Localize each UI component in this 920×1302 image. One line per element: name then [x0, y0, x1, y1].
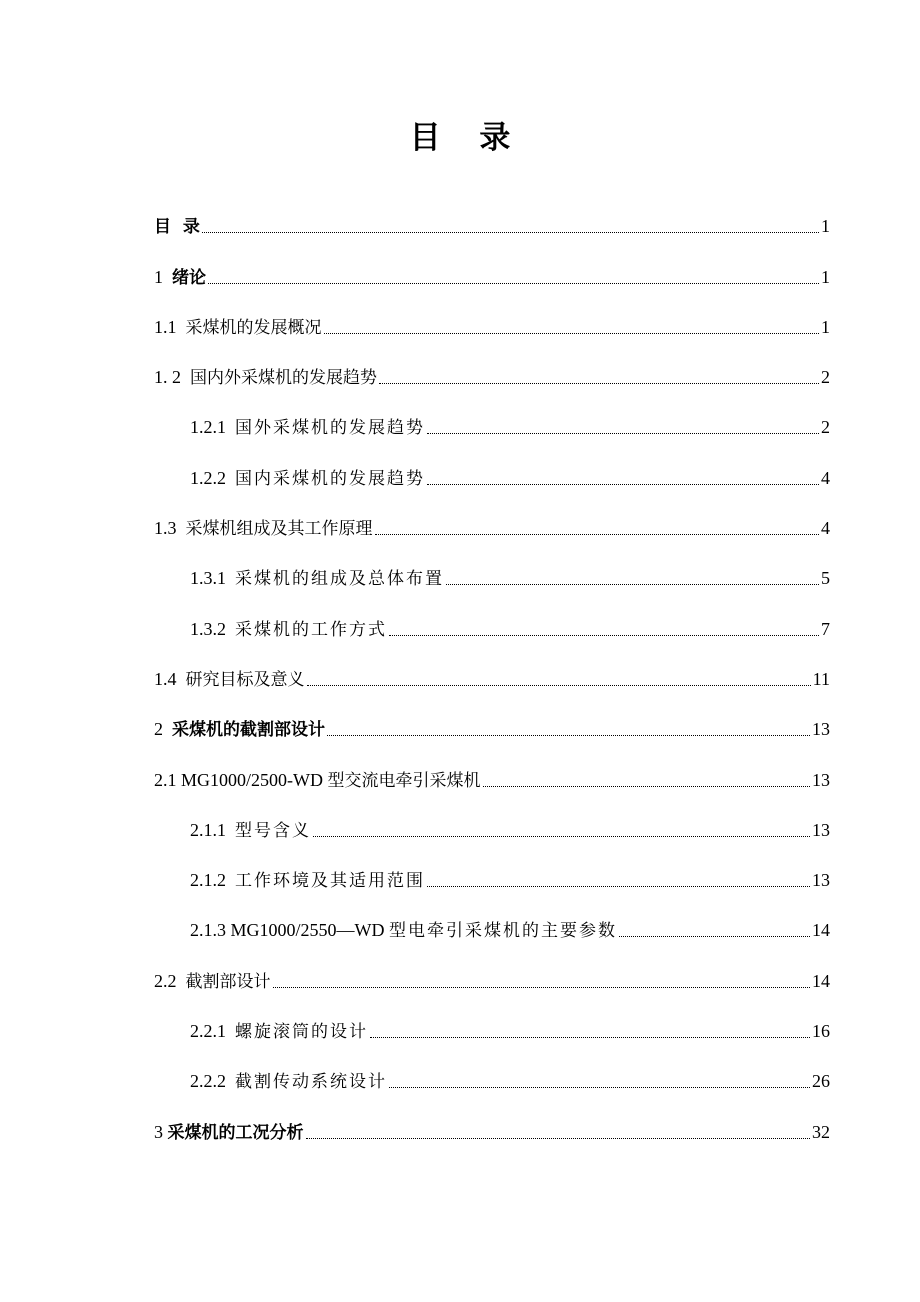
toc-dot-leader [324, 332, 820, 334]
toc-entry[interactable] [0, 607, 920, 657]
toc-entry-label: 型交流电牵引采煤机 [327, 770, 481, 791]
toc-dot-leader [427, 432, 819, 434]
toc-entry-label: 截割部设计 [185, 971, 271, 992]
toc-dot-leader [370, 1036, 810, 1038]
toc-entry-row [154, 715, 830, 758]
toc-entry-number: 1.1 [154, 316, 186, 337]
toc-entry[interactable] [0, 456, 920, 506]
toc-entry[interactable] [0, 406, 920, 456]
toc-entry-label: 采煤机的组成及总体布置 [235, 569, 444, 590]
toc-entry[interactable] [0, 557, 920, 607]
toc-entry-page-number: 16 [812, 1021, 830, 1042]
toc-dot-leader [389, 634, 819, 636]
toc-entry-page-number: 4 [821, 518, 830, 539]
toc-entry-row [154, 363, 830, 406]
toc-entry-number: 1. 2 [154, 367, 190, 388]
toc-entry-label: 国内采煤机的发展趋势 [235, 468, 425, 489]
toc-entry[interactable] [0, 809, 920, 859]
toc-dot-leader [483, 785, 811, 787]
toc-entry-number: 2.1.1 [190, 819, 235, 840]
toc-entry[interactable] [0, 708, 920, 758]
toc-entry-label: 国内外采煤机的发展趋势 [190, 368, 377, 389]
toc-entry-page-number: 13 [812, 870, 830, 891]
toc-entry-number: 3 [154, 1121, 168, 1142]
toc-entry[interactable] [0, 1010, 920, 1060]
toc-entry-label: 目 录 [154, 217, 200, 238]
toc-dot-leader [375, 533, 820, 535]
toc-entry-row [154, 514, 830, 557]
toc-entry-label: 研究目标及意义 [185, 669, 305, 690]
toc-entry-row [190, 464, 830, 507]
toc-entry-label: 采煤机的工作方式 [235, 619, 387, 640]
toc-entry-row [154, 263, 830, 306]
toc-entry-label: 型号含义 [235, 820, 311, 841]
toc-entry-number: 2.1.2 [190, 870, 235, 891]
toc-entry-page-number: 14 [812, 970, 830, 991]
toc-entry[interactable] [0, 306, 920, 356]
toc-entry-number: 2.1 MG1000/2500-WD [154, 769, 328, 790]
toc-dot-leader [273, 986, 811, 988]
toc-entry-number: 2.2.1 [190, 1021, 235, 1042]
toc-entry-number: 1.3.1 [190, 568, 235, 589]
toc-entry-page-number: 13 [812, 819, 830, 840]
toc-dot-leader [619, 935, 810, 937]
toc-entry-label: 国外采煤机的发展趋势 [235, 418, 425, 439]
toc-entry-row [154, 967, 830, 1010]
toc-entry-row [154, 313, 830, 356]
toc-entry-page-number: 1 [821, 266, 830, 287]
toc-entry-page-number: 2 [821, 367, 830, 388]
toc-dot-leader [307, 684, 811, 686]
toc-entry[interactable] [0, 356, 920, 406]
toc-entry-row [190, 1067, 830, 1110]
toc-entry[interactable] [0, 507, 920, 557]
toc-entry[interactable] [0, 658, 920, 708]
toc-entry[interactable] [0, 205, 920, 255]
toc-entry-page-number: 32 [812, 1121, 830, 1142]
toc-entry-page-number: 14 [812, 920, 830, 941]
toc-dot-leader [446, 583, 819, 585]
toc-dot-leader [327, 734, 810, 736]
toc-entry[interactable] [0, 959, 920, 1009]
toc-entry[interactable] [0, 1110, 920, 1160]
toc-entry-page-number: 11 [812, 668, 830, 689]
toc-entry-number: 1.4 [154, 668, 186, 689]
toc-entry-page-number: 7 [821, 618, 830, 639]
toc-entry-row [190, 615, 830, 658]
page-title: 目 录 [409, 120, 525, 156]
toc-dot-leader [208, 282, 819, 284]
toc-entry[interactable] [0, 1060, 920, 1110]
toc-entry-label: 型电牵引采煤机的主要参数 [389, 921, 617, 942]
toc-entry-page-number: 5 [821, 568, 830, 589]
toc-entry-number: 2.2 [154, 970, 186, 991]
toc-entry-row [190, 866, 830, 909]
toc-entry-number: 1.3.2 [190, 618, 235, 639]
toc-entry-page-number: 26 [812, 1071, 830, 1092]
toc-entry-row [190, 816, 830, 859]
toc-entry-row [190, 413, 830, 456]
toc-entry-label: 采煤机的发展概况 [185, 317, 322, 338]
toc-dot-leader [313, 835, 810, 837]
toc-entry-label: 采煤机组成及其工作原理 [185, 519, 373, 540]
toc-entry-number: 2 [154, 719, 172, 740]
toc-entry-row [154, 1118, 830, 1161]
toc-entry-number: 1.2.2 [190, 467, 235, 488]
toc-entry-page-number: 4 [821, 467, 830, 488]
toc-entry[interactable] [0, 255, 920, 305]
toc-dot-leader [427, 483, 819, 485]
toc-entry-row [154, 212, 830, 255]
toc-entry-label: 工作环境及其适用范围 [235, 871, 425, 892]
toc-entry-page-number: 13 [812, 719, 830, 740]
toc-dot-leader [389, 1086, 810, 1088]
table-of-contents [0, 205, 920, 1161]
toc-entry-row [190, 564, 830, 607]
toc-entry-number: 1.3 [154, 518, 186, 539]
toc-dot-leader [202, 231, 819, 233]
toc-entry-label: 采煤机的截割部设计 [172, 720, 325, 741]
toc-entry-page-number: 2 [821, 417, 830, 438]
toc-entry-number: 2.2.2 [190, 1071, 235, 1092]
toc-entry-label: 截割传动系统设计 [235, 1072, 387, 1093]
toc-dot-leader [306, 1137, 811, 1139]
toc-entry[interactable] [0, 758, 920, 808]
toc-entry-number: 1.2.1 [190, 417, 235, 438]
toc-entry-row [190, 916, 830, 959]
toc-entry-row [154, 665, 830, 708]
toc-entry-page-number: 13 [812, 769, 830, 790]
toc-dot-leader [379, 382, 819, 384]
toc-entry[interactable] [0, 909, 920, 959]
toc-entry-row [190, 1017, 830, 1060]
toc-dot-leader [427, 885, 810, 887]
toc-entry-page-number: 1 [821, 316, 830, 337]
toc-entry-number: 1 [154, 266, 172, 287]
toc-entry-label: 螺旋滚筒的设计 [235, 1022, 368, 1043]
toc-entry-page-number: 1 [821, 216, 830, 237]
toc-entry-label: 采煤机的工况分析 [167, 1122, 304, 1143]
toc-entry-number: 2.1.3 MG1000/2550—WD [190, 920, 389, 941]
toc-entry-row [154, 766, 830, 809]
toc-entry-label: 绪论 [172, 267, 206, 288]
toc-entry[interactable] [0, 859, 920, 909]
